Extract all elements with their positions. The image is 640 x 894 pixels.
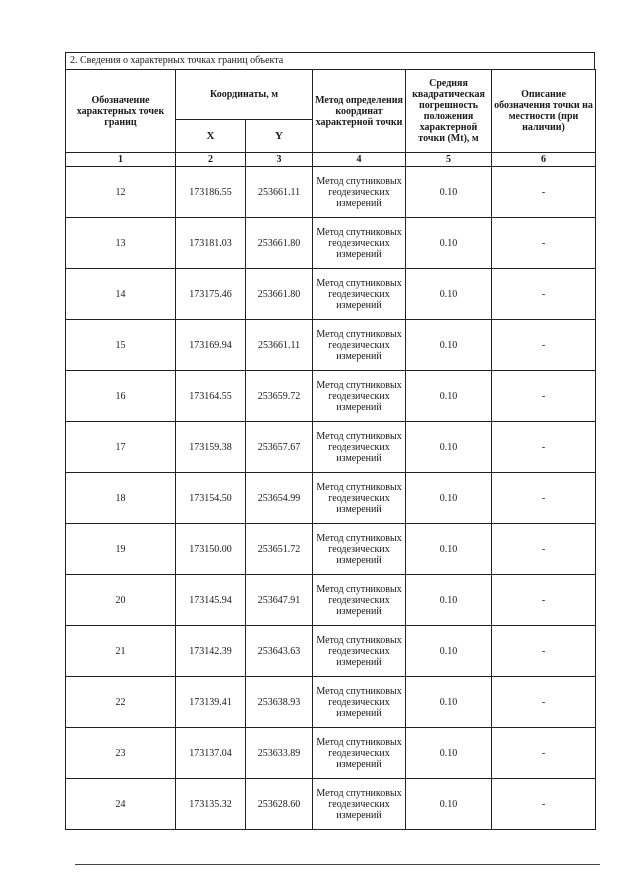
boundary-points-table	[65, 69, 596, 830]
x-coordinate-cell: 173154.50	[176, 473, 246, 524]
point-cell: 12	[66, 167, 176, 218]
x-coordinate-cell: 173135.32	[176, 779, 246, 830]
y-coordinate-cell: 253643.63	[246, 626, 313, 677]
table-row	[66, 575, 596, 626]
point-cell: 18	[66, 473, 176, 524]
y-coordinate-cell: 253651.72	[246, 524, 313, 575]
method-cell: Метод спутниковых геодезических измерений	[313, 473, 406, 524]
y-coordinate-cell: 253661.11	[246, 167, 313, 218]
y-coordinate-cell: 253661.11	[246, 320, 313, 371]
header-mean-error: Средняя квадратическая погрешность положения характерной точки (Mt), м	[406, 70, 492, 153]
x-coordinate-cell: 173150.00	[176, 524, 246, 575]
point-cell: 19	[66, 524, 176, 575]
point-cell: 21	[66, 626, 176, 677]
method-cell: Метод спутниковых геодезических измерений	[313, 728, 406, 779]
mean-error-cell: 0.10	[406, 575, 492, 626]
method-cell: Метод спутниковых геодезических измерений	[313, 575, 406, 626]
x-coordinate-cell: 173164.55	[176, 371, 246, 422]
y-coordinate-cell: 253628.60	[246, 779, 313, 830]
section-title: 2. Сведения о характерных точках границ объекта	[65, 52, 595, 69]
column-number: 5	[406, 153, 492, 167]
point-cell: 23	[66, 728, 176, 779]
document-sheet	[65, 52, 595, 830]
method-cell: Метод спутниковых геодезических измерений	[313, 779, 406, 830]
method-cell: Метод спутниковых геодезических измерений	[313, 677, 406, 728]
x-coordinate-cell: 173175.46	[176, 269, 246, 320]
y-coordinate-cell: 253647.91	[246, 575, 313, 626]
x-coordinate-cell: 173142.39	[176, 626, 246, 677]
method-cell: Метод спутниковых геодезических измерений	[313, 422, 406, 473]
point-cell: 20	[66, 575, 176, 626]
header-method: Метод определения координат характерной точки	[313, 70, 406, 153]
x-coordinate-cell: 173137.04	[176, 728, 246, 779]
y-coordinate-cell: 253633.89	[246, 728, 313, 779]
table-row	[66, 473, 596, 524]
method-cell: Метод спутниковых геодезических измерений	[313, 524, 406, 575]
mean-error-cell: 0.10	[406, 677, 492, 728]
x-coordinate-cell: 173186.55	[176, 167, 246, 218]
table-row	[66, 167, 596, 218]
y-coordinate-cell: 253661.80	[246, 218, 313, 269]
method-cell: Метод спутниковых геодезических измерений	[313, 218, 406, 269]
point-cell: 22	[66, 677, 176, 728]
x-coordinate-cell: 173181.03	[176, 218, 246, 269]
description-cell: -	[492, 320, 596, 371]
method-cell: Метод спутниковых геодезических измерений	[313, 371, 406, 422]
method-cell: Метод спутниковых геодезических измерений	[313, 320, 406, 371]
table-body	[66, 167, 596, 830]
header-coordinates: Координаты, м	[176, 70, 313, 120]
table-row	[66, 626, 596, 677]
header-x: X	[176, 120, 246, 153]
table-row	[66, 422, 596, 473]
table-row	[66, 320, 596, 371]
column-number: 2	[176, 153, 246, 167]
mean-error-cell: 0.10	[406, 626, 492, 677]
bottom-rule	[75, 864, 600, 865]
description-cell: -	[492, 218, 596, 269]
mean-error-cell: 0.10	[406, 167, 492, 218]
table-row	[66, 218, 596, 269]
table-row	[66, 728, 596, 779]
table-row	[66, 779, 596, 830]
x-coordinate-cell: 173169.94	[176, 320, 246, 371]
column-number: 4	[313, 153, 406, 167]
description-cell: -	[492, 473, 596, 524]
mean-error-cell: 0.10	[406, 779, 492, 830]
column-number: 1	[66, 153, 176, 167]
description-cell: -	[492, 371, 596, 422]
mean-error-cell: 0.10	[406, 524, 492, 575]
point-cell: 17	[66, 422, 176, 473]
column-number-row	[66, 153, 596, 167]
description-cell: -	[492, 728, 596, 779]
description-cell: -	[492, 779, 596, 830]
method-cell: Метод спутниковых геодезических измерений	[313, 167, 406, 218]
point-cell: 24	[66, 779, 176, 830]
header-point-designation: Обозначение характерных точек границ	[66, 70, 176, 153]
mean-error-cell: 0.10	[406, 422, 492, 473]
x-coordinate-cell: 173145.94	[176, 575, 246, 626]
description-cell: -	[492, 677, 596, 728]
table-row	[66, 371, 596, 422]
y-coordinate-cell: 253638.93	[246, 677, 313, 728]
description-cell: -	[492, 626, 596, 677]
description-cell: -	[492, 422, 596, 473]
point-cell: 16	[66, 371, 176, 422]
table-row	[66, 677, 596, 728]
header-y: Y	[246, 120, 313, 153]
point-cell: 14	[66, 269, 176, 320]
method-cell: Метод спутниковых геодезических измерений	[313, 626, 406, 677]
mean-error-cell: 0.10	[406, 218, 492, 269]
mean-error-cell: 0.10	[406, 269, 492, 320]
method-cell: Метод спутниковых геодезических измерений	[313, 269, 406, 320]
mean-error-cell: 0.10	[406, 473, 492, 524]
description-cell: -	[492, 269, 596, 320]
y-coordinate-cell: 253654.99	[246, 473, 313, 524]
description-cell: -	[492, 575, 596, 626]
x-coordinate-cell: 173159.38	[176, 422, 246, 473]
point-cell: 13	[66, 218, 176, 269]
x-coordinate-cell: 173139.41	[176, 677, 246, 728]
mean-error-cell: 0.10	[406, 371, 492, 422]
table-row	[66, 269, 596, 320]
header-description: Описание обозначения точки на местности (при наличии)	[492, 70, 596, 153]
mean-error-cell: 0.10	[406, 320, 492, 371]
y-coordinate-cell: 253657.67	[246, 422, 313, 473]
table-row	[66, 524, 596, 575]
point-cell: 15	[66, 320, 176, 371]
y-coordinate-cell: 253661.80	[246, 269, 313, 320]
description-cell: -	[492, 524, 596, 575]
y-coordinate-cell: 253659.72	[246, 371, 313, 422]
column-number: 3	[246, 153, 313, 167]
mean-error-cell: 0.10	[406, 728, 492, 779]
column-number: 6	[492, 153, 596, 167]
description-cell: -	[492, 167, 596, 218]
